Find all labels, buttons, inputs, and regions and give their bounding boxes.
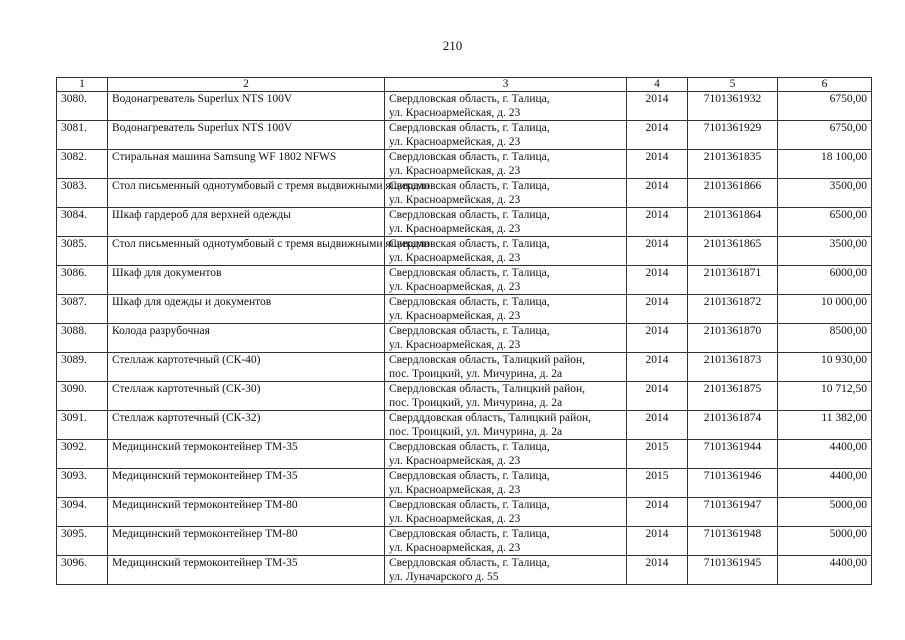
table-row (57, 498, 872, 527)
item-name: Стиральная машина Samsung WF 1802 NFWS (108, 150, 385, 179)
item-address (385, 179, 627, 208)
item-name: Водонагреватель Superlux NTS 100V (108, 121, 385, 150)
table-row (57, 179, 872, 208)
item-year: 2014 (627, 266, 688, 295)
item-cost: 3500,00 (778, 237, 872, 266)
address-line-2: ул. Красноармейская, д. 23 (389, 310, 521, 322)
address-line-1: Свердловская область, Талицкий район, (389, 354, 586, 366)
address-line-1: Свердловская область, г. Талица, (389, 122, 550, 134)
item-year: 2014 (627, 237, 688, 266)
item-cost: 4400,00 (778, 556, 872, 585)
row-number: 3080. (57, 92, 108, 121)
item-address (385, 527, 627, 556)
item-address (385, 266, 627, 295)
table-row (57, 527, 872, 556)
table-row (57, 121, 872, 150)
address-line-2: ул. Красноармейская, д. 23 (389, 281, 521, 293)
item-address (385, 150, 627, 179)
address-line-1: Свердловская область, г. Талица, (389, 441, 550, 453)
page-number: 210 (442, 38, 463, 53)
address-line-1: Свердловская область, Талицкий район, (389, 383, 586, 395)
row-number: 3088. (57, 324, 108, 353)
address-line-1: Свердловская область, г. Талица, (389, 528, 550, 540)
inventory-number: 7101361929 (688, 121, 778, 150)
address-line-2: ул. Красноармейская, д. 23 (389, 542, 521, 554)
item-cost: 3500,00 (778, 179, 872, 208)
item-year: 2014 (627, 208, 688, 237)
row-number: 3086. (57, 266, 108, 295)
item-name: Медицинский термоконтейнер ТМ-35 (108, 556, 385, 585)
item-address (385, 324, 627, 353)
item-address (385, 411, 627, 440)
item-cost: 5000,00 (778, 527, 872, 556)
inventory-number: 7101361947 (688, 498, 778, 527)
item-year: 2015 (627, 440, 688, 469)
item-year: 2014 (627, 324, 688, 353)
address-line-1: Свердловская область, г. Талица, (389, 296, 550, 308)
inventory-number: 2101361872 (688, 295, 778, 324)
inventory-number: 7101361946 (688, 469, 778, 498)
column-header: 3 (385, 78, 627, 92)
item-name: Медицинский термоконтейнер ТМ-80 (108, 498, 385, 527)
row-number: 3082. (57, 150, 108, 179)
address-line-1: Свердддовская область, Талицкий район, (389, 412, 592, 424)
inventory-number: 2101361865 (688, 237, 778, 266)
address-line-1: Свердловская область, г. Талица, (389, 238, 550, 250)
item-cost: 4400,00 (778, 469, 872, 498)
address-line-2: ул. Красноармейская, д. 23 (389, 194, 521, 206)
inventory-number: 2101361864 (688, 208, 778, 237)
row-number: 3096. (57, 556, 108, 585)
item-name: Стол письменный однотумбовый с тремя выдвижными ящиками (108, 179, 385, 208)
item-address (385, 469, 627, 498)
address-line-2: пос. Троицкий, ул. Мичурина, д. 2а (389, 426, 563, 438)
table-row (57, 324, 872, 353)
address-line-1: Свердловская область, г. Талица, (389, 151, 550, 163)
row-number: 3092. (57, 440, 108, 469)
item-year: 2014 (627, 498, 688, 527)
item-name: Колода разрубочная (108, 324, 385, 353)
item-address (385, 353, 627, 382)
address-line-1: Свердловская область, г. Талица, (389, 180, 550, 192)
inventory-number: 2101361835 (688, 150, 778, 179)
property-table (56, 77, 872, 585)
item-year: 2014 (627, 121, 688, 150)
address-line-2: ул. Красноармейская, д. 23 (389, 484, 521, 496)
item-address (385, 382, 627, 411)
address-line-1: Свердловская область, г. Талица, (389, 93, 550, 105)
row-number: 3093. (57, 469, 108, 498)
row-number: 3087. (57, 295, 108, 324)
item-name: Медицинский термоконтейнер ТМ-35 (108, 440, 385, 469)
address-line-1: Свердловская область, г. Талица, (389, 325, 550, 337)
item-address (385, 440, 627, 469)
item-cost: 8500,00 (778, 324, 872, 353)
item-cost: 10 000,00 (778, 295, 872, 324)
item-year: 2014 (627, 382, 688, 411)
item-name: Шкаф для документов (108, 266, 385, 295)
item-name: Стеллаж картотечный (СК-30) (108, 382, 385, 411)
inventory-number: 2101361871 (688, 266, 778, 295)
item-address (385, 208, 627, 237)
address-line-2: ул. Красноармейская, д. 23 (389, 252, 521, 264)
table-row (57, 469, 872, 498)
item-year: 2015 (627, 469, 688, 498)
address-line-1: Свердловская область, г. Талица, (389, 209, 550, 221)
row-number: 3094. (57, 498, 108, 527)
address-line-2: ул. Красноармейская, д. 23 (389, 455, 521, 467)
item-year: 2014 (627, 150, 688, 179)
item-cost: 11 382,00 (778, 411, 872, 440)
address-line-2: ул. Красноармейская, д. 23 (389, 339, 521, 351)
address-line-2: ул. Красноармейская, д. 23 (389, 107, 521, 119)
table-row (57, 150, 872, 179)
table-row (57, 440, 872, 469)
item-name: Стеллаж картотечный (СК-40) (108, 353, 385, 382)
row-number: 3091. (57, 411, 108, 440)
table-row (57, 295, 872, 324)
table-row (57, 92, 872, 121)
item-cost: 6500,00 (778, 208, 872, 237)
address-line-1: Свердловская область, г. Талица, (389, 267, 550, 279)
table-row (57, 237, 872, 266)
inventory-number: 7101361944 (688, 440, 778, 469)
table-row (57, 556, 872, 585)
inventory-number: 2101361873 (688, 353, 778, 382)
address-line-2: ул. Красноармейская, д. 23 (389, 513, 521, 525)
row-number: 3085. (57, 237, 108, 266)
item-address (385, 92, 627, 121)
item-cost: 5000,00 (778, 498, 872, 527)
address-line-2: ул. Красноармейская, д. 23 (389, 223, 521, 235)
item-address (385, 295, 627, 324)
table-row (57, 382, 872, 411)
inventory-number: 2101361875 (688, 382, 778, 411)
column-header: 1 (57, 78, 108, 92)
row-number: 3081. (57, 121, 108, 150)
item-name: Медицинский термоконтейнер ТМ-35 (108, 469, 385, 498)
item-cost: 10 712,50 (778, 382, 872, 411)
column-header: 6 (778, 78, 872, 92)
item-address (385, 237, 627, 266)
item-cost: 6000,00 (778, 266, 872, 295)
item-cost: 18 100,00 (778, 150, 872, 179)
inventory-number: 7101361932 (688, 92, 778, 121)
inventory-number: 2101361870 (688, 324, 778, 353)
item-year: 2014 (627, 179, 688, 208)
item-year: 2014 (627, 411, 688, 440)
inventory-number: 7101361945 (688, 556, 778, 585)
table-body (57, 92, 872, 585)
column-header: 5 (688, 78, 778, 92)
item-address (385, 498, 627, 527)
row-number: 3090. (57, 382, 108, 411)
inventory-number: 2101361866 (688, 179, 778, 208)
column-header: 2 (108, 78, 385, 92)
row-number: 3095. (57, 527, 108, 556)
address-line-2: ул. Красноармейская, д. 23 (389, 165, 521, 177)
item-year: 2014 (627, 92, 688, 121)
item-name: Шкаф для одежды и документов (108, 295, 385, 324)
item-year: 2014 (627, 527, 688, 556)
table-row (57, 353, 872, 382)
item-name: Медицинский термоконтейнер ТМ-80 (108, 527, 385, 556)
item-year: 2014 (627, 295, 688, 324)
inventory-number: 2101361874 (688, 411, 778, 440)
item-cost: 10 930,00 (778, 353, 872, 382)
item-name: Водонагреватель Superlux NTS 100V (108, 92, 385, 121)
address-line-2: ул. Луначарского д. 55 (389, 571, 499, 583)
row-number: 3084. (57, 208, 108, 237)
row-number: 3089. (57, 353, 108, 382)
address-line-2: пос. Троицкий, ул. Мичурина, д. 2а (389, 368, 563, 380)
table-row (57, 411, 872, 440)
column-header: 4 (627, 78, 688, 92)
item-name: Стол письменный однотумбовый с тремя выдвижными ящиками (108, 237, 385, 266)
table-row (57, 208, 872, 237)
item-year: 2014 (627, 353, 688, 382)
item-cost: 6750,00 (778, 121, 872, 150)
column-number-row (57, 78, 872, 92)
table-row (57, 266, 872, 295)
item-name: Стеллаж картотечный (СК-32) (108, 411, 385, 440)
item-cost: 4400,00 (778, 440, 872, 469)
item-cost: 6750,00 (778, 92, 872, 121)
address-line-1: Свердловская область, г. Талица, (389, 499, 550, 511)
address-line-1: Свердловская область, г. Талица, (389, 470, 550, 482)
item-year: 2014 (627, 556, 688, 585)
item-address (385, 121, 627, 150)
row-number: 3083. (57, 179, 108, 208)
item-name: Шкаф гардероб для верхней одежды (108, 208, 385, 237)
address-line-2: пос. Троицкий, ул. Мичурина, д. 2а (389, 397, 563, 409)
address-line-1: Свердловская область, г. Талица, (389, 557, 550, 569)
inventory-number: 7101361948 (688, 527, 778, 556)
item-address (385, 556, 627, 585)
address-line-2: ул. Красноармейская, д. 23 (389, 136, 521, 148)
